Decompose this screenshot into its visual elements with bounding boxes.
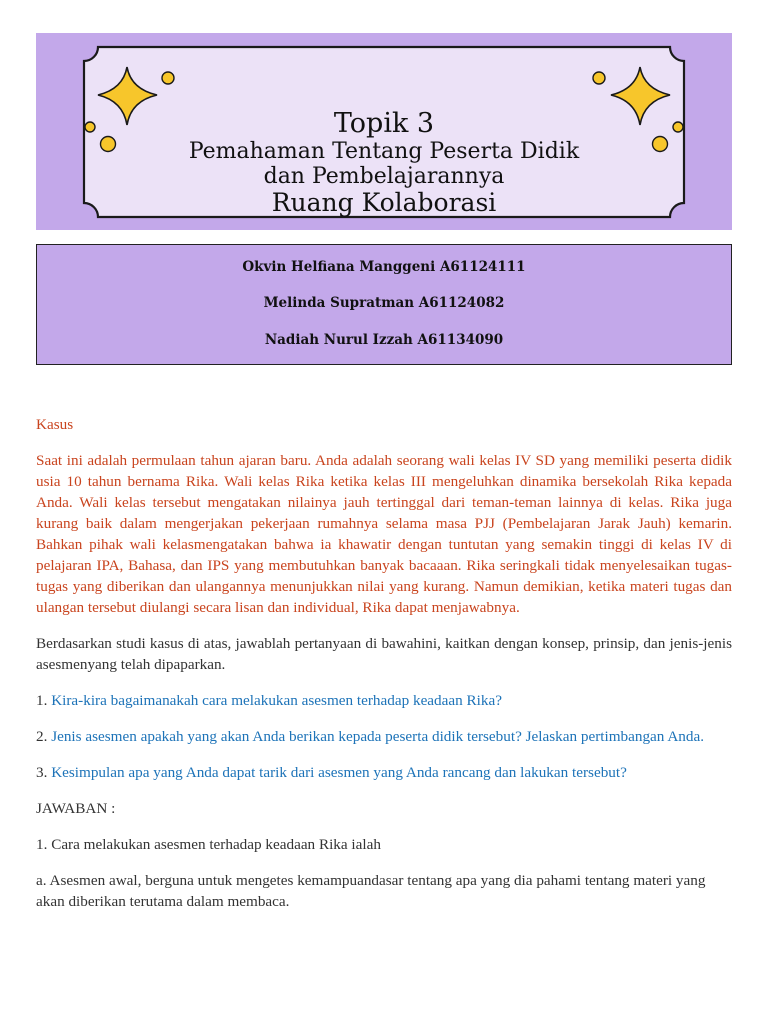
title-subject-line2: dan Pembelajarannya	[263, 164, 505, 189]
document-body	[36, 414, 732, 927]
answer-heading: JAWABAN :	[36, 800, 116, 817]
page-title	[36, 109, 732, 217]
answer-line: a. Asesmen awal, berguna untuk mengetes kemampuandasar tentang apa yang dia pahami tentang materi yang akan diberikan terutama dalam membaca.	[36, 872, 706, 910]
question-item	[36, 726, 732, 747]
question-number: 1.	[36, 692, 48, 709]
member-box	[36, 244, 732, 365]
title-subject-line1: Pemahaman Tentang Peserta Didik	[188, 139, 580, 164]
case-text: Saat ini adalah permulaan tahun ajaran baru. Anda adalah seorang wali kelas IV SD yang memiliki peserta didik usia 10 tahun bernama Rika. Wali kelas Rika ketika kelas III mengeluhkan dinamika bersekolah Rika kepada Anda. Wali kelas tersebut mengatakan nilainya jauh tertinggal dari teman-teman lainnya di kelas. Rika juga kurang baik dalam mengerjakan pekerjaan rumahnya selama masa PJJ (Pembelajaran Jarak Jauh) kemarin. Bahkan pihak wali kelasmengatakan bahwa ia khawatir dengan tuntutan yang semakin tinggi di kelas IV di pelajaran IPA, Bahasa, dan IPS yang membutuhkan banyak bacaaan. Rika seringkali tidak menyelesaikan tugas-tugas yang diberikan dan ulangannya menunjukkan nilai yang kurang. Namun demikian, ketika materi tugas dan ulangan tersebut diulangi secara lisan dan individual, Rika dapat menjawabnya.	[36, 452, 732, 616]
question-text: Kesimpulan apa yang Anda dapat tarik dari asesmen yang Anda rancang dan lakukan tersebut?	[51, 764, 627, 781]
member-name: Melinda Supratman A61124082	[263, 295, 505, 311]
title-banner	[36, 33, 732, 230]
member-name: Okvin Helfiana Manggeni A61124111	[242, 259, 526, 275]
dot-icon	[593, 72, 605, 84]
question-item	[36, 690, 732, 711]
answer-line: 1. Cara melakukan asesmen terhadap keadaan Rika ialah	[36, 836, 381, 853]
case-heading: Kasus	[36, 416, 74, 433]
question-text: Jenis asesmen apakah yang akan Anda berikan kepada peserta didik tersebut? Jelaskan pertimbangan Anda.	[51, 728, 705, 745]
instruction-text: Berdasarkan studi kasus di atas, jawablah pertanyaan di bawahini, kaitkan dengan konsep, prinsip, dan jenis-jenis asesmenyang telah dipaparkan.	[36, 635, 732, 673]
title-room: Ruang Kolaborasi	[271, 188, 497, 217]
member-name: Nadiah Nurul Izzah A61134090	[264, 332, 504, 348]
title-topic: Topik 3	[333, 108, 435, 139]
question-number: 2.	[36, 728, 48, 745]
dot-icon	[162, 72, 174, 84]
question-number: 3.	[36, 764, 48, 781]
question-text: Kira-kira bagaimanakah cara melakukan asesmen terhadap keadaan Rika?	[51, 692, 502, 709]
question-item	[36, 762, 732, 783]
